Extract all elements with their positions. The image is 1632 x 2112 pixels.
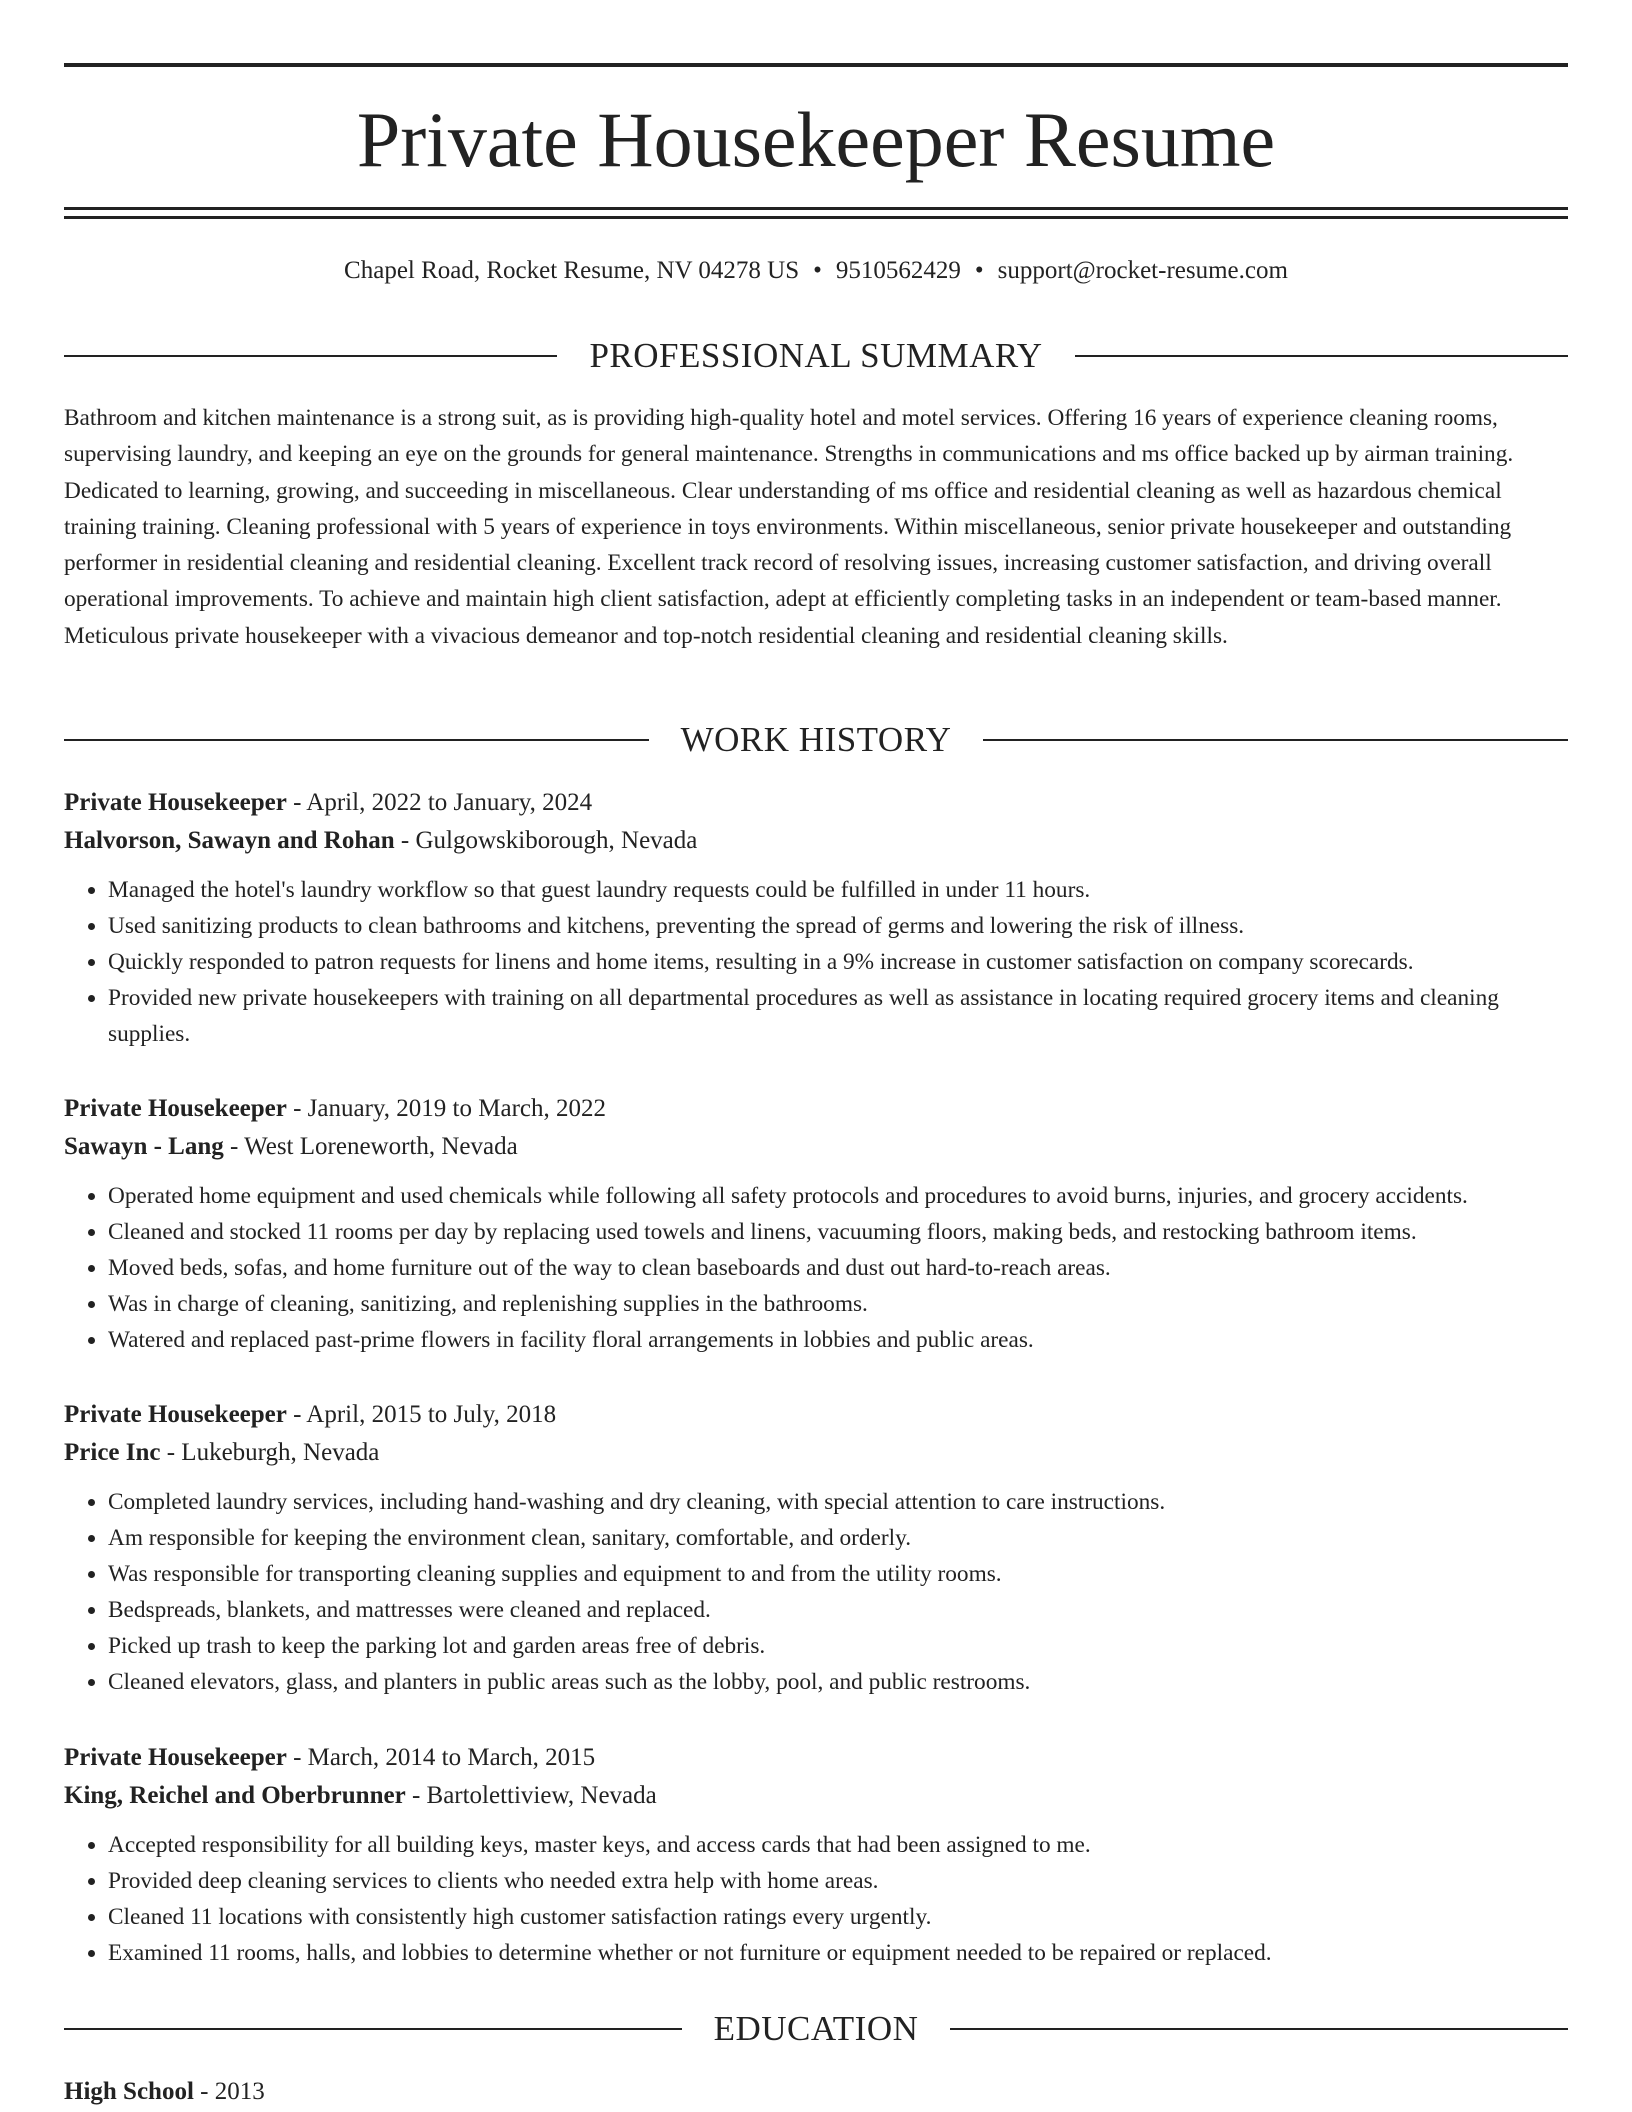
job-company: Sawayn - Lang [64, 1133, 224, 1160]
duty-item: • Quickly responded to patron requests for linens and home items, resulting in a 9% increase in customer satisfaction on company scorecards. [108, 944, 1574, 980]
section-title: PROFESSIONAL SUMMARY [589, 336, 1043, 375]
job-company: King, Reichel and Oberbrunner [64, 1782, 406, 1809]
education-entry [64, 2073, 1568, 2111]
title-double-rule-lower [64, 216, 1568, 219]
duty-item: • Operated home equipment and used chemicals while following all safety protocols and procedures to avoid burns, injuries, and grocery accidents. [108, 1178, 1574, 1214]
heading-rule-left [64, 355, 557, 357]
contact-separator: • [974, 257, 984, 284]
education-degree: High School [64, 2078, 194, 2105]
top-rule [64, 63, 1568, 67]
job-role: Private Housekeeper [64, 1095, 287, 1122]
section-title: WORK HISTORY [680, 720, 952, 759]
contact-phone: 9510562429 [835, 257, 961, 284]
summary-paragraph: Bathroom and kitchen maintenance is a strong suit, as is providing high-quality hotel and motel services. Offering 16 years of experience cleaning rooms, supervising laundry, and keeping an eye on the grounds for general maintenance. Strengths in communications and ms office backed up by airman training. Dedicated to learning, growing, and succeeding in miscellaneous. Clear understanding of ms office and residential cleaning as well as hazardous chemical training training. Cleaning professional with 5 years of experience in toys environments. Within miscellaneous, senior private housekeeper and outstanding performer in residential cleaning and residential cleaning. Excellent track record of resolving issues, increasing customer satisfaction, and driving overall operational improvements. To achieve and maintain high client satisfaction, adept at efficiently completing tasks in an independent or team-based manner. Meticulous private housekeeper with a vivacious demeanor and top-notch residential cleaning and residential cleaning skills. [64, 405, 1514, 649]
education-year: - 2013 [200, 2078, 265, 2105]
duty-item: • Picked up trash to keep the parking lot and garden areas free of debris. [108, 1628, 1574, 1664]
duty-item: • Moved beds, sofas, and home furniture out of the way to clean baseboards and dust out hard-to-reach areas. [108, 1250, 1574, 1286]
resume-title: Private Housekeeper Resume [356, 96, 1276, 183]
section-title: EDUCATION [713, 2009, 919, 2048]
job-company: Price Inc [64, 1439, 161, 1466]
job-location: - Gulgowskiborough, Nevada [400, 827, 698, 854]
job-role: Private Housekeeper [64, 1401, 287, 1428]
job-role-line [64, 784, 1574, 822]
duty-item: • Cleaned 11 locations with consistently high customer satisfaction ratings every urgently. [108, 1899, 1574, 1935]
duty-item: • Am responsible for keeping the environment clean, sanitary, comfortable, and orderly. [108, 1520, 1574, 1556]
heading-rule-right [983, 739, 1568, 741]
duty-item: • Used sanitizing products to clean bathrooms and kitchens, preventing the spread of germs and lowering the risk of illness. [108, 908, 1574, 944]
heading-rule-right [1075, 355, 1568, 357]
job-duties [64, 872, 1574, 1052]
job-duties [64, 1484, 1574, 1700]
duty-item: • Provided new private housekeepers with training on all departmental procedures as well as assistance in locating required grocery items and cleaning supplies. [108, 980, 1574, 1052]
heading-rule-left [64, 2028, 682, 2030]
job-location: - Bartolettiview, Nevada [411, 1782, 657, 1809]
duty-item: • Bedspreads, blankets, and mattresses were cleaned and replaced. [108, 1592, 1574, 1628]
heading-rule-left [64, 739, 649, 741]
contact-separator: • [813, 257, 822, 284]
duty-item: • Cleaned and stocked 11 rooms per day by replacing used towels and linens, vacuuming floors, making beds, and restocking bathroom items. [108, 1214, 1574, 1250]
heading-rule-right [950, 2028, 1568, 2030]
job-dates: - March, 2014 to March, 2015 [293, 1744, 596, 1771]
job-role: Private Housekeeper [64, 1744, 287, 1771]
duty-item: • Was in charge of cleaning, sanitizing, and replenishing supplies in the bathrooms. [108, 1286, 1574, 1322]
duty-item: • Accepted responsibility for all building keys, master keys, and access cards that had been assigned to me. [108, 1827, 1574, 1863]
duty-item: • Provided deep cleaning services to clients who needed extra help with home areas. [108, 1863, 1574, 1899]
job-entry [64, 1090, 1574, 1358]
duty-item: • Watered and replaced past-prime flowers in facility floral arrangements in lobbies and public areas. [108, 1322, 1574, 1358]
job-duties [64, 1827, 1574, 1971]
duty-item: • Examined 11 rooms, halls, and lobbies to determine whether or not furniture or equipment needed to be repaired or replaced. [108, 1935, 1574, 1971]
job-company-line [64, 1434, 1574, 1472]
job-dates: - April, 2015 to July, 2018 [293, 1401, 557, 1428]
job-role-line [64, 1739, 1574, 1777]
job-dates: - January, 2019 to March, 2022 [293, 1095, 606, 1122]
job-entry [64, 784, 1574, 1052]
job-dates: - April, 2022 to January, 2024 [293, 789, 593, 816]
contact-address: Chapel Road, Rocket Resume, NV 04278 US [344, 257, 800, 284]
section-heading-work [64, 718, 1568, 762]
job-entry [64, 1396, 1574, 1700]
job-role-line [64, 1396, 1574, 1434]
job-company-line [64, 1128, 1574, 1166]
job-company-line [64, 1777, 1574, 1815]
contact-line [64, 254, 1568, 288]
job-location: - West Loreneworth, Nevada [230, 1133, 518, 1160]
duty-item: • Cleaned elevators, glass, and planters in public areas such as the lobby, pool, and public restrooms. [108, 1664, 1574, 1700]
job-location: - Lukeburgh, Nevada [166, 1439, 380, 1466]
job-role: Private Housekeeper [64, 789, 287, 816]
job-entry [64, 1739, 1574, 1971]
job-role-line [64, 1090, 1574, 1128]
job-company-line [64, 822, 1574, 860]
job-duties [64, 1178, 1574, 1358]
contact-email: support@rocket-resume.com [997, 257, 1288, 284]
section-heading-education [64, 2007, 1568, 2051]
job-company: Halvorson, Sawayn and Rohan [64, 827, 395, 854]
duty-item: • Completed laundry services, including hand-washing and dry cleaning, with special attention to care instructions. [108, 1484, 1574, 1520]
duty-item: • Was responsible for transporting cleaning supplies and equipment to and from the utility rooms. [108, 1556, 1574, 1592]
section-heading-summary [64, 334, 1568, 378]
title-double-rule-upper [64, 207, 1568, 210]
duty-item: • Managed the hotel's laundry workflow so that guest laundry requests could be fulfilled in under 11 hours. [108, 872, 1574, 908]
